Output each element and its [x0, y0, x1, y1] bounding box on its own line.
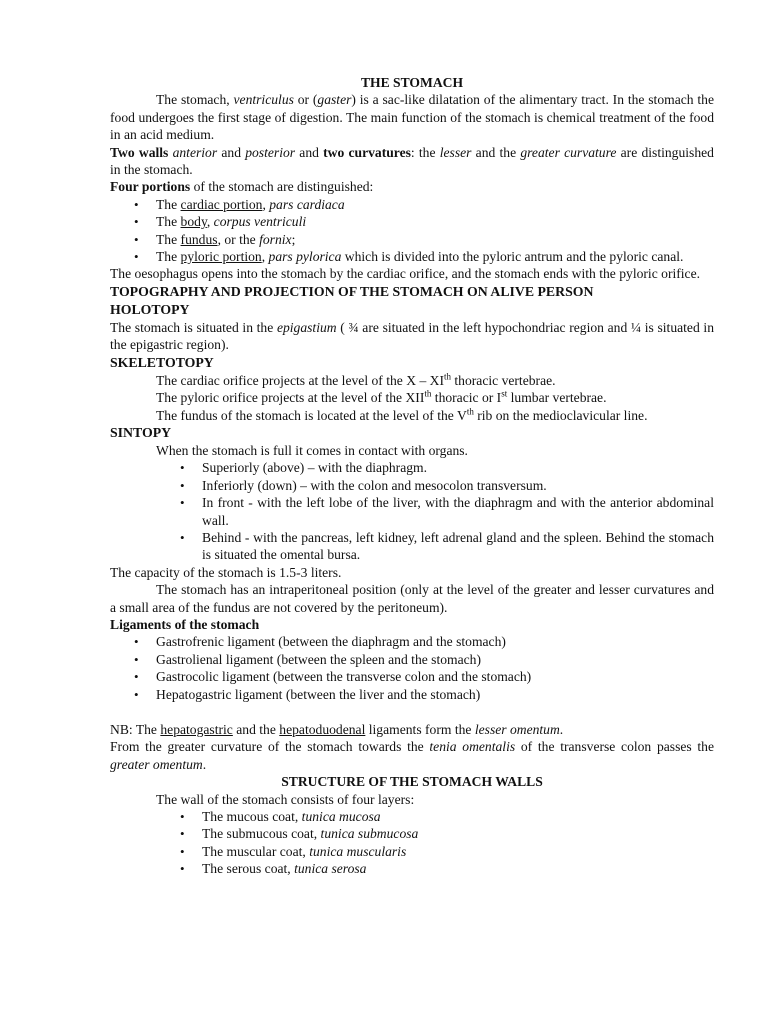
text: of the stomach are distinguished:: [190, 179, 374, 195]
holotopy-heading: HOLOTOPY: [110, 301, 190, 317]
list-item: [156, 196, 714, 213]
portions-intro: [110, 178, 714, 195]
list-item: [156, 248, 714, 265]
text: ) is a sac-like dilatation of the alimentary tract. In the stomach the food undergoes the first stage of digestion. The main function of the stomach is chemical treatment of the food in an acid medium.: [110, 92, 714, 143]
list-item: • Superiorly (above) – with the diaphragm.: [202, 459, 714, 476]
text: ,: [262, 196, 270, 212]
text: of the transverse colon passes the: [515, 739, 714, 755]
page-title: THE STOMACH: [360, 75, 464, 90]
text: thoracic vertebrae.: [451, 372, 556, 388]
list-item: • In front - with the left lobe of the liver, with the diaphragm and with the anterior abdominal wall.: [202, 494, 714, 529]
list-item: [202, 808, 714, 825]
text: The fundus of the stomach is located at the level of the V: [156, 407, 467, 423]
portions-list: [156, 196, 714, 266]
topography-heading: TOPOGRAPHY AND PROJECTION OF THE STOMACH ON ALIVE PERSON: [110, 283, 594, 299]
skeletotopy-line-1: [110, 372, 714, 389]
italic-term: posterior: [245, 144, 296, 160]
nb-paragraph: [110, 721, 714, 738]
capacity-paragraph: The capacity of the stomach is 1.5-3 liters.: [110, 564, 342, 580]
spacer: [110, 703, 714, 721]
text: The: [156, 214, 181, 230]
list-item: [202, 825, 714, 842]
list-item: • Gastrofrenic ligament (between the diaphragm and the stomach): [156, 633, 714, 650]
latin-term: tunica submucosa: [320, 826, 419, 842]
list-item: [202, 843, 714, 860]
text: which is divided into the pyloric antrum and the pyloric canal.: [341, 249, 684, 265]
structure-intro: The wall of the stomach consists of four layers:: [156, 791, 415, 807]
text: ,: [206, 214, 214, 230]
text: rib on the medioclavicular line.: [473, 407, 648, 423]
oesophagus-paragraph: The oesophagus opens into the stomach by the cardiac orifice, and the stomach ends with the pyloric orifice.: [110, 266, 701, 282]
text: ;: [291, 231, 296, 247]
text: ,: [261, 249, 269, 265]
list-item: • Gastrocolic ligament (between the transverse colon and the stomach): [156, 668, 714, 685]
text: The: [156, 231, 181, 247]
latin-term: tunica muscularis: [309, 843, 407, 859]
underlined-term: cardiac portion: [180, 196, 263, 212]
superscript: st: [501, 388, 508, 399]
text: ( ¾ are situated in the left hypochondriac region and ¼ is situated in the epigastric region).: [110, 319, 714, 353]
superscript: th: [424, 388, 432, 399]
intraperitoneal-paragraph: The stomach has an intraperitoneal position (only at the level of the greater and lesser curvatures and a small area of the fundus are not covered by the peritoneum).: [110, 582, 714, 615]
underlined-term: body: [180, 214, 207, 230]
text: The submucous coat,: [202, 826, 321, 842]
list-item: • Inferiorly (down) – with the colon and mesocolon transversum.: [202, 477, 714, 494]
italic-term: anterior: [168, 144, 218, 160]
structure-heading: STRUCTURE OF THE STOMACH WALLS: [281, 774, 543, 790]
text: NB: The: [110, 722, 161, 737]
text: From the greater curvature of the stomach towards the: [110, 739, 430, 755]
greater-omentum-paragraph: [110, 738, 714, 773]
list-item: [202, 860, 714, 877]
ligaments-heading: Ligaments of the stomach: [110, 616, 260, 632]
layers-list: [202, 808, 714, 878]
list-item: • Gastrolienal ligament (between the spleen and the stomach): [156, 651, 714, 668]
list-item: • Hepatogastric ligament (between the liver and the stomach): [156, 686, 714, 703]
text: , or the: [217, 231, 260, 247]
underlined-term: pyloric portion: [180, 249, 262, 265]
skeletotopy-line-3: [110, 407, 714, 424]
text: lumbar vertebrae.: [507, 390, 607, 406]
text: and: [295, 144, 324, 160]
superscript: th: [443, 371, 451, 382]
text: are distinguished in the stomach.: [110, 144, 714, 178]
latin-term: pars cardiaca: [269, 196, 345, 212]
underlined-term: hepatoduodenal: [279, 722, 366, 737]
text: .: [202, 756, 207, 772]
text: The pyloric orifice projects at the level of the XII: [156, 390, 425, 406]
latin-term: tunica serosa: [294, 861, 367, 877]
bold-term: two curvatures: [323, 144, 411, 160]
bold-term: Two walls: [110, 144, 169, 160]
text: .: [559, 722, 564, 737]
latin-term: corpus ventriculi: [213, 214, 307, 230]
italic-term: greater omentum: [110, 756, 203, 772]
walls-paragraph: [110, 144, 714, 179]
sintopy-list: [202, 459, 714, 563]
bold-term: Four portions: [110, 179, 191, 195]
text: The muscular coat,: [202, 843, 310, 859]
holotopy-paragraph: [110, 319, 714, 354]
latin-term: ventriculus: [233, 92, 294, 108]
latin-term: fornix: [259, 231, 292, 247]
sintopy-heading: SINTOPY: [110, 424, 172, 440]
text: ligaments form the: [365, 722, 475, 737]
latin-term: pars pylorica: [268, 249, 342, 265]
intro-paragraph: [110, 91, 714, 143]
skeletotopy-line-2: [110, 389, 714, 406]
list-item: • Behind - with the pancreas, left kidney, left adrenal gland and the spleen. Behind the stomach is situated the omental bursa.: [202, 529, 714, 564]
text: and: [217, 144, 246, 160]
text: The: [156, 196, 181, 212]
text: The stomach is situated in the: [110, 319, 277, 335]
underlined-term: fundus: [180, 231, 218, 247]
latin-term: tunica mucosa: [301, 809, 381, 825]
text: The: [156, 249, 181, 265]
italic-term: greater curvature: [520, 144, 617, 160]
superscript: th: [466, 405, 474, 416]
document-body: [110, 74, 714, 878]
sintopy-intro: When the stomach is full it comes in contact with organs.: [156, 442, 468, 458]
italic-term: lesser omentum: [474, 722, 560, 737]
italic-term: lesser: [439, 144, 472, 160]
text: thoracic or I: [431, 390, 502, 406]
ligaments-list: [156, 633, 714, 703]
skeletotopy-heading: SKELETOTOPY: [110, 354, 214, 370]
italic-term: tenia omentalis: [429, 739, 516, 755]
text: or (: [293, 92, 318, 108]
text: The serous coat,: [202, 861, 295, 877]
latin-term: gaster: [317, 92, 352, 108]
list-item: [156, 213, 714, 230]
text: and the: [232, 722, 280, 737]
text: and the: [471, 144, 521, 160]
text: : the: [410, 144, 440, 160]
text: The stomach,: [156, 92, 234, 108]
text: The cardiac orifice projects at the level of the X – XI: [156, 372, 444, 388]
list-item: [156, 231, 714, 248]
underlined-term: hepatogastric: [160, 722, 233, 737]
italic-term: epigastium: [276, 319, 337, 335]
text: The mucous coat,: [202, 809, 302, 825]
